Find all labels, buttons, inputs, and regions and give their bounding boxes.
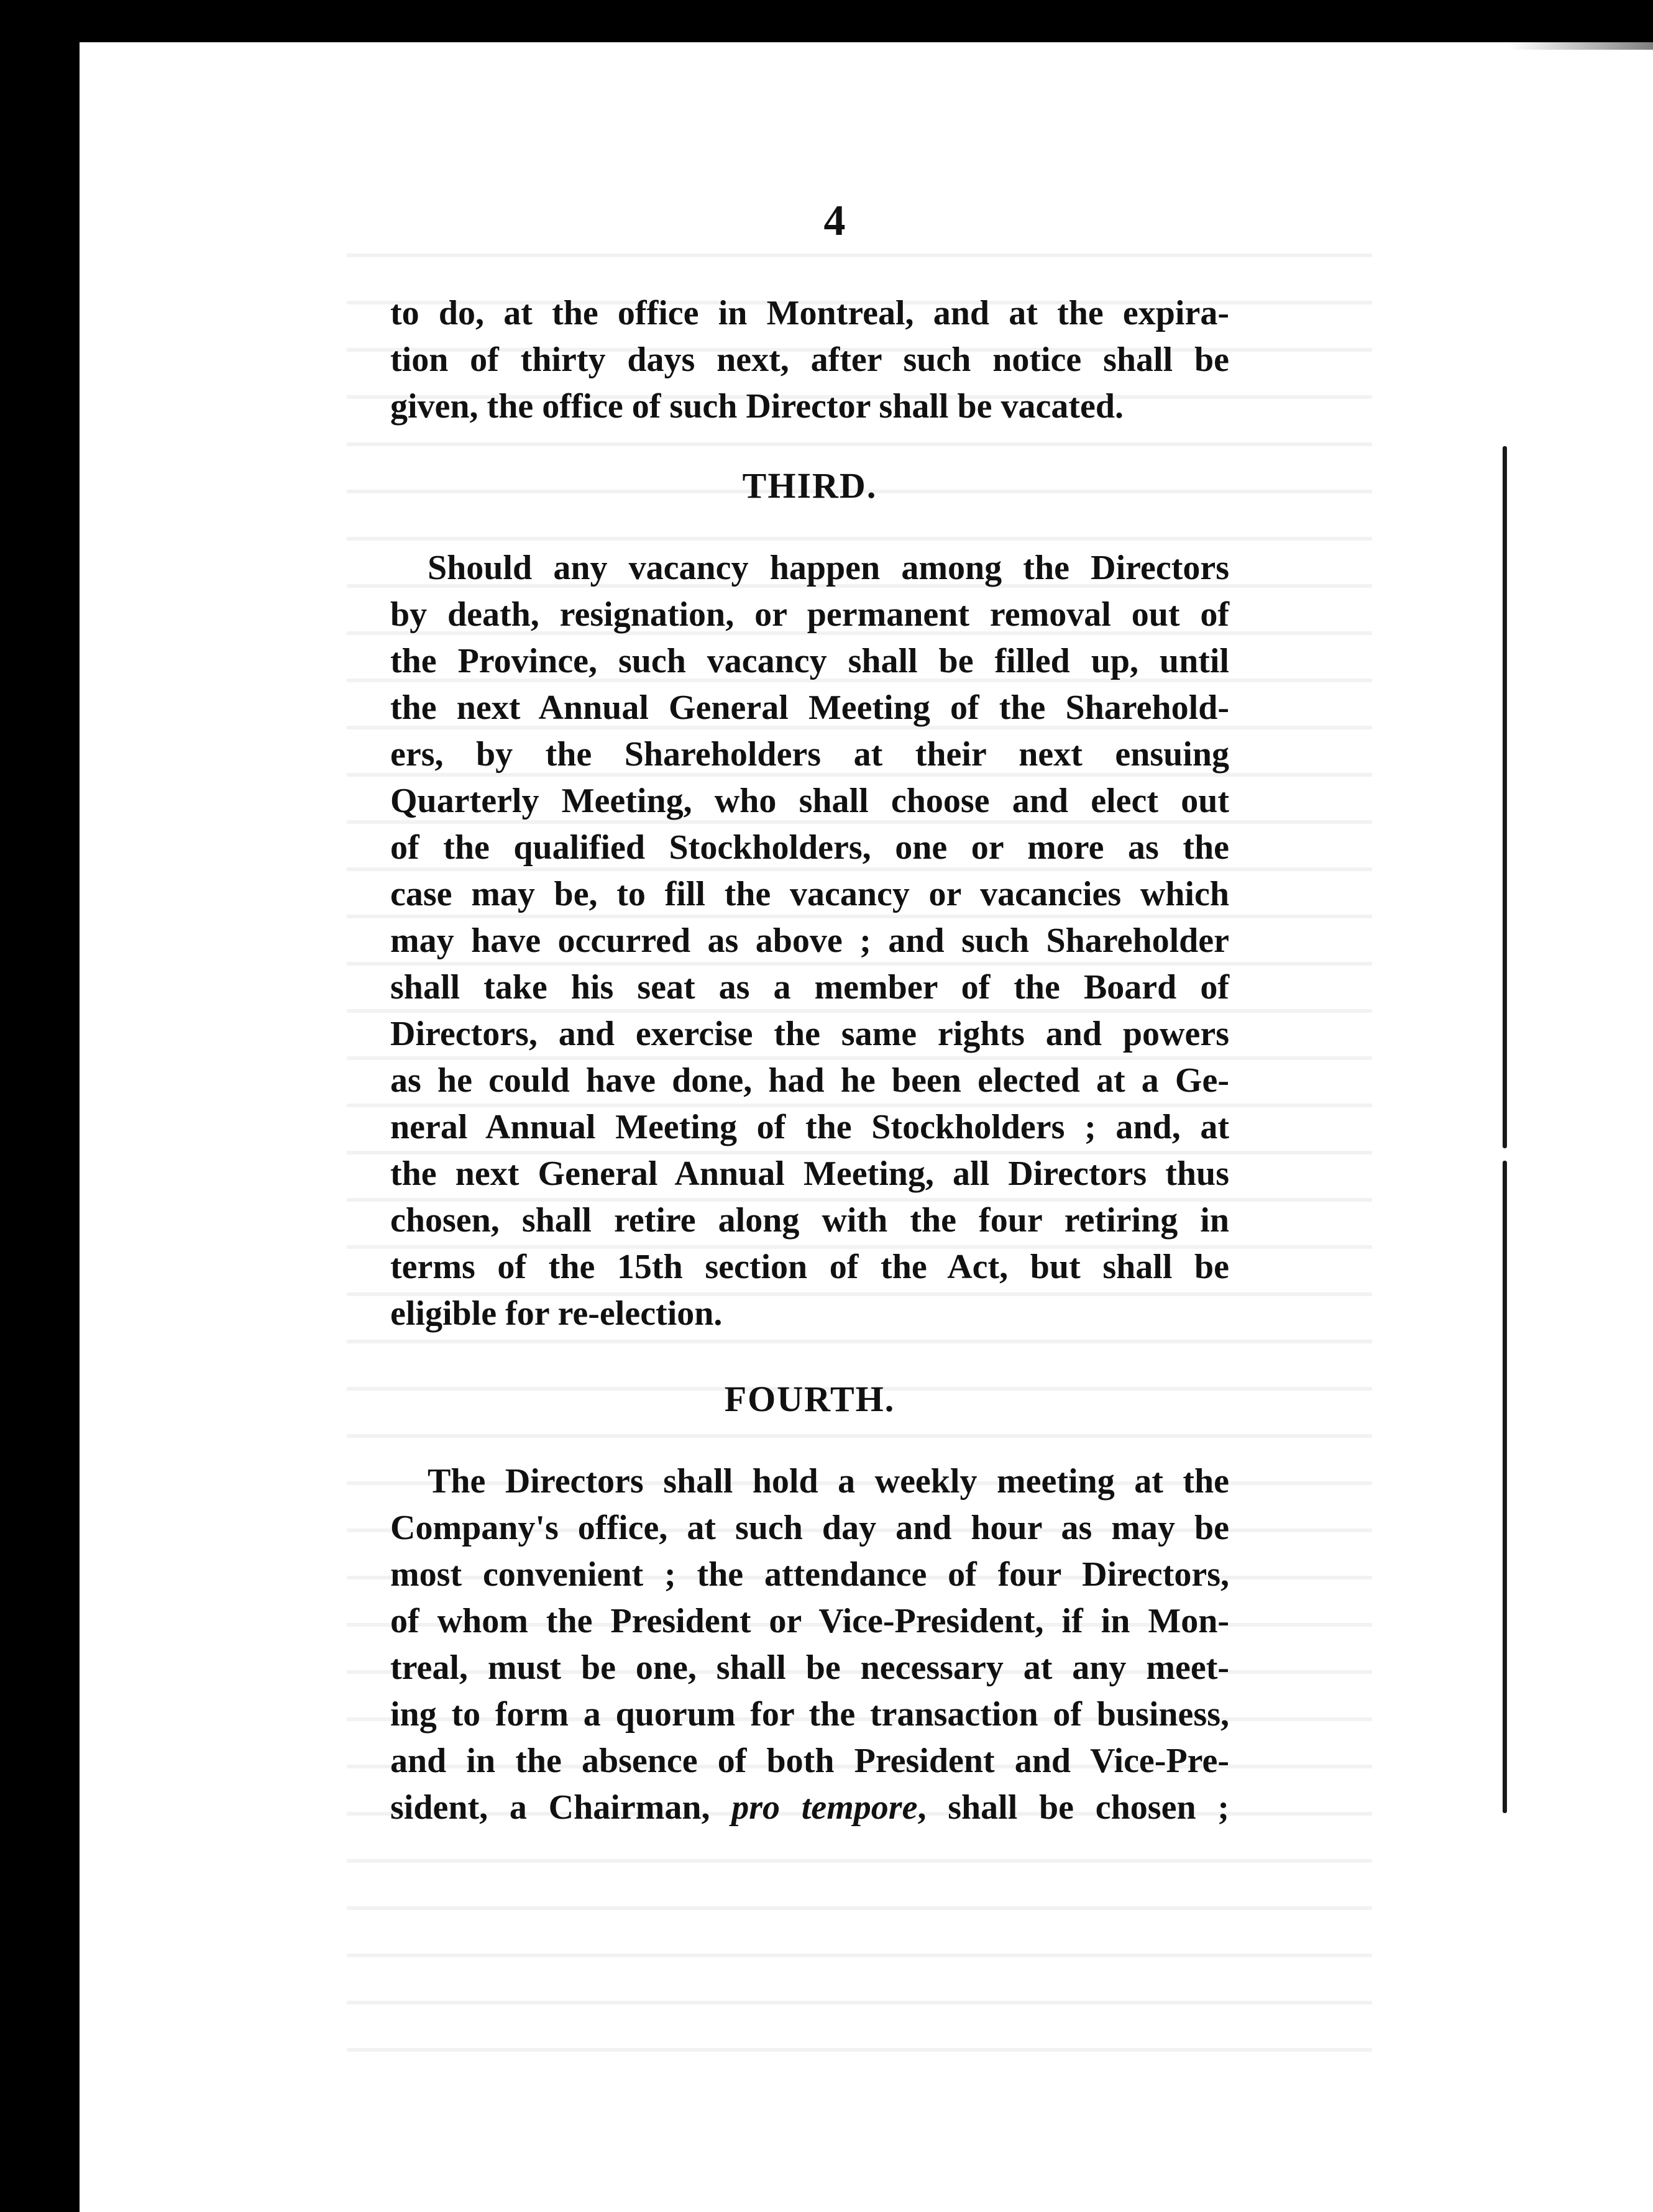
section-heading-third: THIRD. — [742, 465, 877, 506]
text-line: treal, must be one, shall be necessary at any meet- — [390, 1648, 1229, 1687]
page-top-edge-shadow — [1509, 42, 1653, 50]
text-line: Quarterly Meeting, who shall choose and elect out — [390, 782, 1229, 820]
text-line: the next Annual General Meeting of the Sharehold- — [390, 688, 1229, 727]
text-line: and in the absence of both President and Vice-Pre- — [390, 1742, 1229, 1780]
page-number: 4 — [823, 197, 846, 245]
text-line: shall take his seat as a member of the Board of — [390, 968, 1229, 1007]
text-line: of the qualified Stockholders, one or more as the — [390, 828, 1229, 867]
book-page — [80, 42, 1653, 2212]
text-line: eligible for re-election. — [390, 1294, 723, 1333]
text-line: most convenient ; the attendance of four Directors, — [390, 1555, 1229, 1594]
text-line: chosen, shall retire along with the four retiring in — [390, 1201, 1229, 1240]
binding-edge-line-upper — [1503, 446, 1507, 1148]
text-line-final — [390, 1785, 1229, 1830]
text-line: as he could have done, had he been elected at a Ge- — [390, 1061, 1229, 1100]
text-line: ing to form a quorum for the transaction of business, — [390, 1695, 1229, 1734]
final-line-end: , shall be chosen ; — [917, 1788, 1230, 1827]
text-line: tion of thirty days next, after such notice shall be — [390, 340, 1229, 379]
text-line: of whom the President or Vice-President, if in Mon- — [390, 1602, 1229, 1640]
text-line: Should any vacancy happen among the Directors — [428, 549, 1229, 587]
text-line: neral Annual Meeting of the Stockholders ; and, at — [390, 1108, 1229, 1146]
text-line: may have occurred as above ; and such Shareholder — [390, 921, 1229, 960]
final-line-start: sident, a Chairman, — [390, 1788, 732, 1827]
text-line: by death, resignation, or permanent removal out of — [390, 595, 1229, 634]
text-line: The Directors shall hold a weekly meeting at the — [428, 1462, 1229, 1501]
text-line: given, the office of such Director shall be vacated. — [390, 387, 1124, 426]
text-line: to do, at the office in Montreal, and at the expira- — [390, 294, 1229, 332]
binding-edge-line-lower — [1503, 1161, 1507, 1813]
text-line: the Province, such vacancy shall be filled up, until — [390, 642, 1229, 680]
final-line-italic-phrase: pro tempore — [731, 1788, 918, 1827]
text-line: Directors, and exercise the same rights and powers — [390, 1015, 1229, 1053]
text-line: case may be, to fill the vacancy or vacancies which — [390, 875, 1229, 913]
text-line: terms of the 15th section of the Act, but shall be — [390, 1248, 1229, 1286]
section-heading-fourth: FOURTH. — [724, 1379, 895, 1419]
text-line: ers, by the Shareholders at their next ensuing — [390, 735, 1229, 774]
text-line: the next General Annual Meeting, all Directors thus — [390, 1154, 1229, 1193]
text-line: Company's office, at such day and hour as may be — [390, 1509, 1229, 1547]
